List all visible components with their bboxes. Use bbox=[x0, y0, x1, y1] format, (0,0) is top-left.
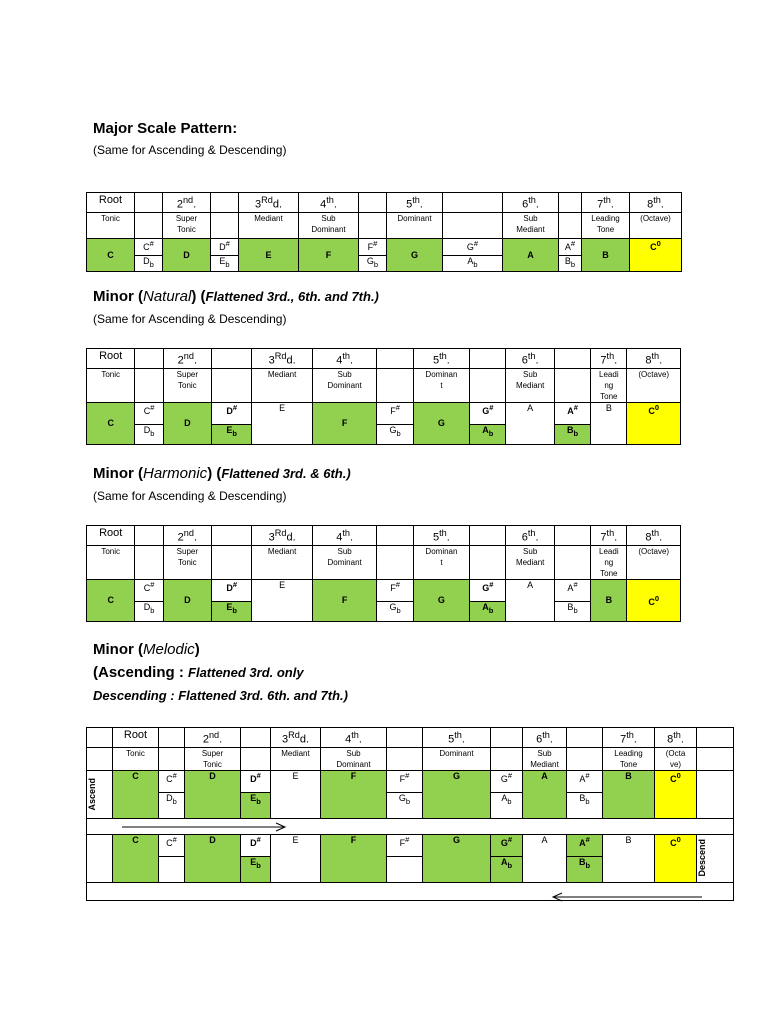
name-octave: (Octave) bbox=[630, 212, 682, 238]
note-c-sharp: C# bbox=[135, 238, 163, 255]
note-a-flat: $A_b$ bbox=[443, 255, 503, 271]
natural-title: Minor (Natural) (Flattened 3rd., 6th. and 7th.) bbox=[93, 288, 379, 305]
name-submediant: Sub Mediant bbox=[503, 212, 559, 238]
harmonic-title: Minor (Harmonic) (Flattened 3rd. & 6th.) bbox=[93, 465, 351, 482]
degree-5th: 5th. bbox=[387, 193, 443, 213]
degree-4th: 4th. bbox=[299, 193, 359, 213]
note-b-flat: $B_b$ bbox=[559, 255, 582, 271]
note-f-sharp: F# bbox=[359, 238, 387, 255]
melodic-title: Minor (Melodic) bbox=[93, 641, 200, 658]
note-d: D bbox=[163, 238, 211, 271]
major-subtitle: (Same for Ascending & Descending) bbox=[93, 143, 287, 157]
note-f: F bbox=[299, 238, 359, 271]
note-g: G bbox=[387, 238, 443, 271]
degree-3rd: 3Rdd. bbox=[239, 193, 299, 213]
note-a-sharp: A# bbox=[559, 238, 582, 255]
note-e: E bbox=[239, 238, 299, 271]
natural-minor-table: Root 2nd. 3Rdd. 4th. 5th. 6th. 7th. 8th. Tonic Super Tonic Mediant Sub Dominant Dominan t Sub Mediant Leadi ng Tone (Octave) C C# D D# E F F# G G# A A# B $C^0$ $D_b$ $E_b$ $G_b$ $A_b$ $B_b$ bbox=[86, 348, 681, 445]
right-arrow-icon bbox=[120, 821, 290, 833]
harmonic-subtitle: (Same for Ascending & Descending) bbox=[93, 489, 287, 503]
name-leading: Leading Tone bbox=[582, 212, 630, 238]
descend-label: Descend bbox=[697, 839, 707, 877]
major-title: Major Scale Pattern: bbox=[93, 120, 238, 137]
harmonic-minor-table: Root 2nd. 3Rdd. 4th. 5th. 6th. 7th. 8th. Tonic Super Tonic Mediant Sub Dominant Dominan t Sub Mediant Leadi ng Tone (Octave) C C# D D# E F F# G G# A A# B $C^0$ $D_b$ $E_b$ $G_b$ $A_b$ $B_b$ bbox=[86, 525, 681, 622]
name-mediant: Mediant bbox=[239, 212, 299, 238]
melodic-ascending-note: (Ascending : Flattened 3rd. only bbox=[93, 664, 304, 681]
left-arrow-icon bbox=[550, 891, 705, 903]
name-tonic: Tonic bbox=[87, 212, 135, 238]
degree-2nd: 2nd. bbox=[163, 193, 211, 213]
note-d-flat: $D_b$ bbox=[135, 255, 163, 271]
degree-6th: 6th. bbox=[503, 193, 559, 213]
name-subdominant: Sub Dominant bbox=[299, 212, 359, 238]
note-c-octave: $C^0$ bbox=[630, 238, 682, 271]
degree-7th: 7th. bbox=[582, 193, 630, 213]
degree-8th: 8th. bbox=[630, 193, 682, 213]
note-a: A bbox=[503, 238, 559, 271]
major-scale-table bbox=[86, 192, 682, 272]
ascend-label: Ascend bbox=[87, 777, 97, 811]
note-e-flat: $E_b$ bbox=[211, 255, 239, 271]
melodic-minor-table: Root 2nd. 3Rdd. 4th. 5th. 6th. 7th. 8th. Tonic Super Tonic Mediant Sub Dominant Dominant Sub Mediant Leading Tone (Octa ve) Ascend C C# D D# E F F# G G# A A# B $C^0$ $D_b$ $E_b$ $G_b$ $A_b$ $B_b$ C C# D D# E F F# G G# A A# B $C^0$ Descend $E_b$ $A_b$ $B_b$ bbox=[86, 727, 734, 901]
name-dominant: Dominant bbox=[387, 212, 443, 238]
name-supertonic: Super Tonic bbox=[163, 212, 211, 238]
note-c: C bbox=[87, 238, 135, 271]
melodic-descending-note: Descending : Flattened 3rd. 6th. and 7th.) bbox=[93, 688, 348, 703]
natural-subtitle: (Same for Ascending & Descending) bbox=[93, 312, 287, 326]
note-g-sharp: G# bbox=[443, 238, 503, 255]
note-d-sharp: D# bbox=[211, 238, 239, 255]
degree-root: Root bbox=[87, 193, 135, 213]
note-g-flat: $G_b$ bbox=[359, 255, 387, 271]
note-b: B bbox=[582, 238, 630, 271]
